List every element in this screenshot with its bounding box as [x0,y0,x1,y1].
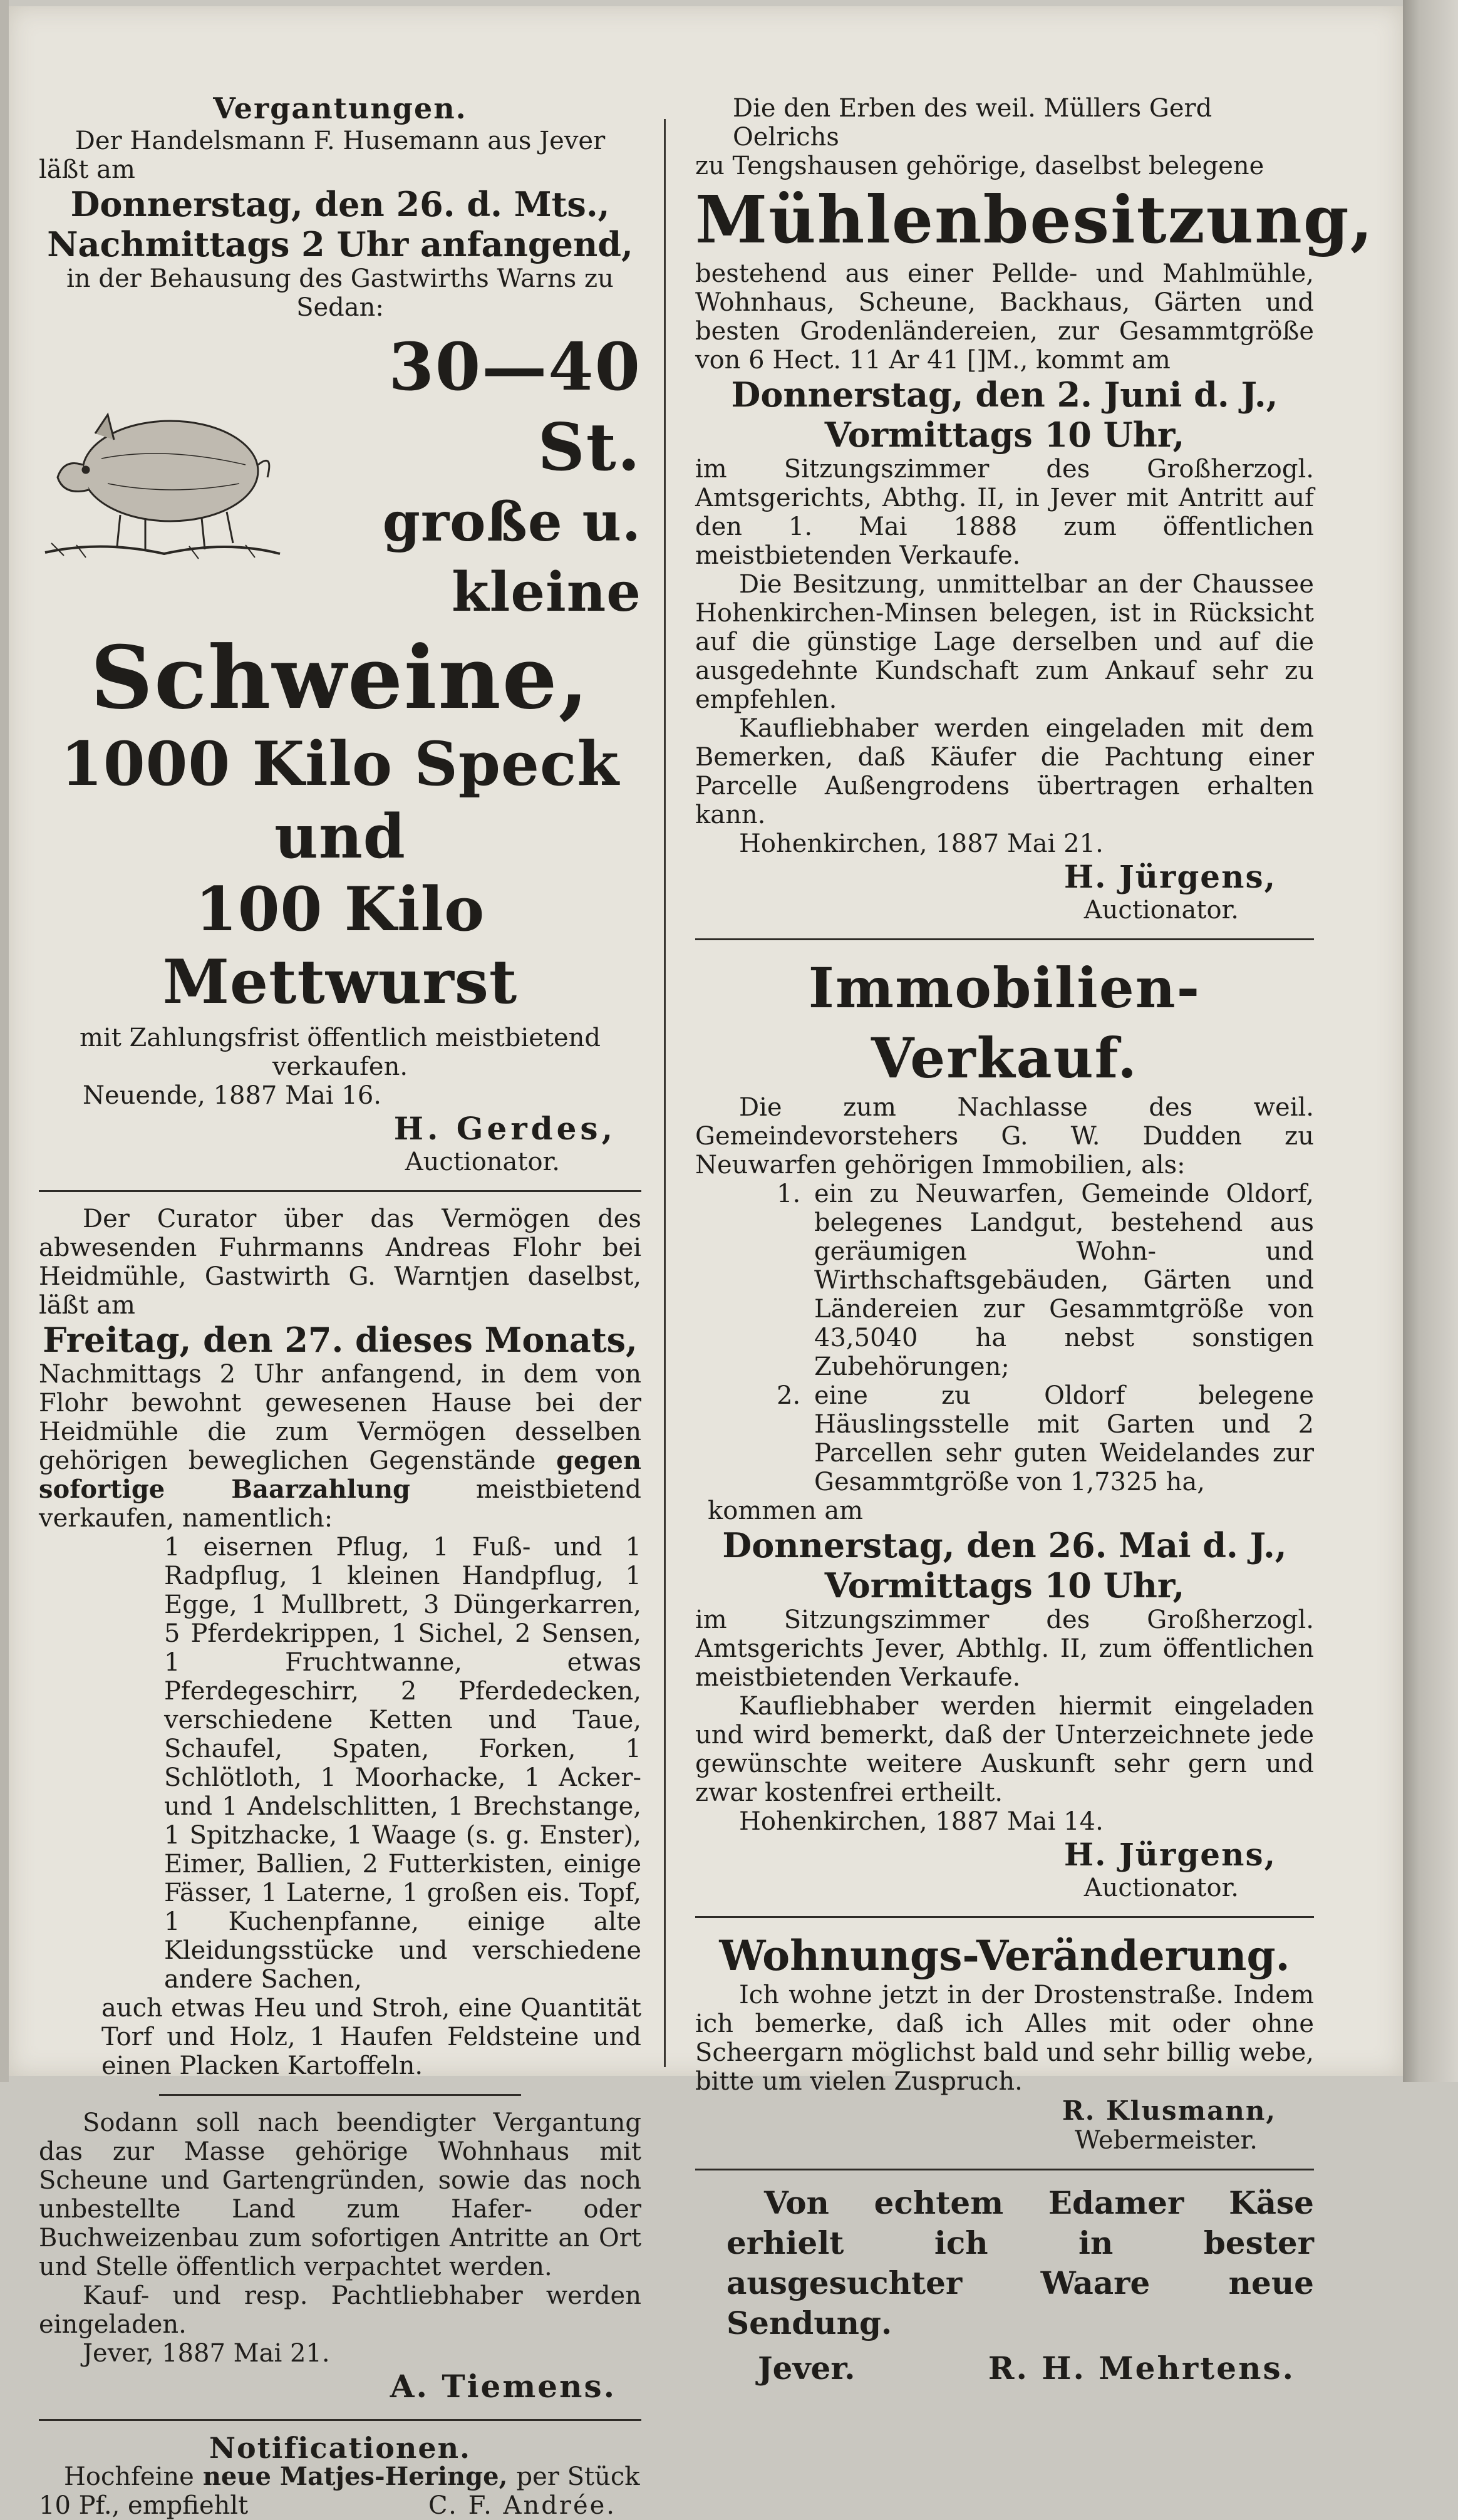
intro-line: Die den Erben des weil. Müllers Gerd Oelrichs [733,94,1212,152]
intro-line: Der Handelsmann F. Husemann aus Jever [75,127,606,155]
cheese-place: Jever. [758,2350,856,2387]
sizes-text: große u. kleine [382,490,641,624]
curator-body-a: Nachmittags 2 Uhr anfangend, in dem von Flohr bewohnt gewesenen Hause bei der Heidmühle die zum Vermögen desselben gehörigen beweglichen Gegenstände [39,1360,641,1475]
item-number: 1. [777,1180,801,1208]
auction-venue: im Sitzungszimmer des Großherzogl. Amtsgerichts Jever, Abthlg. II, zum öffentlichen meistbietenden Verkaufe. [695,1605,1314,1692]
binding-strip [0,0,9,2082]
auction-date: Freitag, den 27. dieses Monats, [43,1320,638,1360]
ad-muehle [695,94,1374,925]
buyer-notice: Kaufliebhaber werden eingeladen mit dem Bemerken, daß Käufer die Pachtung einer Parcelle Außengrodens übertragen erhalten kann. [695,714,1314,829]
notice-title: Wohnungs-Veränderung. [719,1931,1290,1980]
dateline: Hohenkirchen, 1887 Mai 21. [739,829,1104,858]
mettwurst-text: 100 Kilo Mettwurst [162,874,518,1017]
curator-intro: Der Curator über das Vermögen des abwesenden Fuhrmanns Andreas Flohr bei Heidmühle, Gastwirth G. Warntjen daselbst, läßt am [39,1205,641,1320]
property-location: Die Besitzung, unmittelbar an der Chaussee Hohenkirchen-Minsen belegen, ist in Rücksicht auf die günstige Lage derselben und auf die ausgedehnte Kundschaft zum Ankauf sehr zu empfehlen. [695,570,1314,714]
cheese-footer [695,2350,1314,2387]
separator [695,1916,1314,1918]
auction-time: Nachmittags 2 Uhr anfangend, [47,224,633,264]
sale-title: Immobilien-Verkauf. [808,955,1201,1091]
signature-role: Auctionator. [1083,896,1239,925]
price-text: 10 Pf., empfiehlt [39,2491,249,2520]
notice-body: Ich wohne jetzt in der Drostenstraße. Indem ich bemerke, daß ich Alles mit oder ohne Scheergarn möglichst bald und sehr billig webe, bitte um vielen Zuspruch. [695,1981,1314,2096]
signature: H. Jürgens, [1063,858,1276,895]
notification-prefix: Hochfeine [64,2462,194,2491]
item-text: ein zu Neuwarfen, Gemeinde Oldorf, belegenes Landgut, bestehend aus geräumigen Wohn- und Wirthschaftsgebäuden, Gärten und Ländereien zur Gesammtgröße von 43,5040 ha nebst sonstigen Zubehörungen; [814,1180,1314,1381]
ad-wohnung [695,1931,1314,2155]
invitation-text: Kauf- und resp. Pachtliebhaber werden eingeladen. [39,2281,641,2339]
signature-role: Webermeister. [1074,2126,1258,2155]
separator [159,2094,520,2096]
dateline: Neuende, 1887 Mai 16. [83,1081,382,1110]
kommen-text: kommen am [708,1496,864,1525]
pig-illustration-icon [39,390,283,565]
signature: A. Tiemens. [390,2368,616,2405]
signature: R. Klusmann, [1062,2095,1276,2126]
column-divider [664,119,666,2067]
auction-date: Donnerstag, den 2. Juni d. J., [731,375,1278,415]
pig-row [39,327,641,628]
dateline: Jever, 1887 Mai 21. [83,2339,330,2368]
signature: H. Jürgens, [1063,1836,1276,1873]
signature: H. Gerdes, [393,1110,616,1147]
intro-line: läßt am [39,155,135,184]
signature-role: Auctionator. [405,1148,560,1176]
page-edge [1403,0,1458,2082]
auction-venue: im Sitzungszimmer des Großherzogl. Amtsgerichts, Abthg. II, in Jever mit Antritt auf den 1. Mai 1888 zum öffentlichen meistbietenden Verkaufe. [695,455,1314,570]
curator-body-b: meistbietend verkaufen, namentlich: [39,1475,641,1533]
notification-line [39,2491,641,2520]
buyer-notice: Kaufliebhaber werden hiermit eingeladen und wird bemerkt, daß der Unterzeichnete jede gewünschte weitere Auskunft sehr gern und zwar kostenfrei ertheilt. [695,1692,1314,1807]
product-name: neue Matjes-Heringe, [202,2462,508,2491]
separator [695,938,1314,940]
intro-line: zu Tengshausen gehörige, daselbst belegene [695,152,1264,180]
terms-text: mit Zahlungsfrist öffentlich meistbietend verkaufen. [79,1024,601,1081]
right-column [695,94,1374,2387]
property-title: Mühlenbesitzung, [695,181,1374,258]
item-number: 2. [777,1381,801,1410]
ad-kaese [695,2183,1314,2387]
cheese-signature: R. H. Mehrtens. [988,2350,1295,2387]
dateline: Hohenkirchen, 1887 Mai 14. [739,1807,1104,1836]
auction-time: Vormittags 10 Uhr, [824,1565,1185,1605]
separator [39,2419,641,2421]
item-list: 1 eisernen Pflug, 1 Fuß- und 1 Radpflug, 1 kleinen Handpflug, 1 Egge, 1 Mullbrett, 3 Düngerkarren, 5 Pferdekrippen, 1 Sichel, 2 Sensen, 1 Fruchtwanne, etwas Pferdegeschirr, 2 Pferdedecken, verschiedene Ketten und Taue, Schaufel, Spaten, Forken, 1 Schlötloth, 1 Moorhacke, 1 Acker- und 1 Andelschlitten, 1 Brechstange, 1 Spitzhacke, 1 Waage (s. g. Enster), Eimer, Ballien, 2 Futterkisten, einige Fässer, 1 Laterne, 1 großen eis. Topf, 1 Kuchenpfanne, einige alte Kleidungsstücke und verschiedene andere Sachen, [164,1533,641,1994]
speck-text: 1000 Kilo Speck und [61,729,619,872]
ad-curator [39,1205,641,2405]
ad-notifications [39,2431,641,2520]
section-heading: Vergantungen. [213,91,467,125]
notification-suffix: per Stück [516,2462,640,2491]
ad-vergantungen [39,91,641,1176]
lease-text: Sodann soll nach beendigter Vergantung das zur Masse gehörige Wohnhaus mit Scheune und Gartengründen, sowie das noch unbestellte Land zum Hafer- oder Buchweizenbau zum sofortigen Antritte an Ort und Stelle öffentlich verpachtet werden. [39,2108,641,2281]
count-text: 30—40 St. [388,328,641,485]
section-heading: Notificationen. [209,2431,472,2465]
also-items: auch etwas Heu und Stroh, eine Quantität Torf und Holz, 1 Haufen Feldsteine und einen Placken Kartoffeln. [101,1994,641,2080]
auction-place: in der Behausung des Gastwirths Warns zu Sedan: [66,264,614,322]
payment-terms: gegen sofortige Baarzahlung [39,1446,641,1504]
separator [695,2169,1314,2170]
estate-item [695,1180,1314,1381]
pig-text [283,327,641,628]
left-column [39,91,641,2520]
curator-body [39,1360,641,1533]
auction-time: Vormittags 10 Uhr, [824,415,1185,455]
auction-date: Donnerstag, den 26. Mai d. J., [722,1525,1287,1565]
item-text: eine zu Oldorf belegene Häuslingsstelle mit Garten und 2 Parcellen sehr guten Weidelandes zur Gesammtgröße von 1,7325 ha, [814,1381,1314,1496]
ad-immobilien [695,953,1314,1902]
estate-intro: Die zum Nachlasse des weil. Gemeindevorstehers G. W. Dudden zu Neuwarfen gehörigen Immobilien, als: [695,1093,1314,1180]
separator [39,1190,641,1192]
property-description: bestehend aus einer Pellde- und Mahlmühle, Wohnhaus, Scheune, Backhaus, Gärten und besten Grodenländereien, zur Gesammtgröße von 6 Hect. 11 Ar 41 []M., kommt am [695,259,1314,375]
notification-line [39,2462,641,2491]
merchant-name: C. F. Andrée. [428,2491,616,2520]
signature-role: Auctionator. [1083,1874,1239,1902]
cheese-notice: Von echtem Edamer Käse erhielt ich in bester ausgesuchter Waare neue Sendung. [726,2184,1314,2341]
estate-item [695,1381,1314,1496]
auction-date: Donnerstag, den 26. d. Mts., [70,184,610,224]
animal-text: Schweine, [90,626,590,729]
